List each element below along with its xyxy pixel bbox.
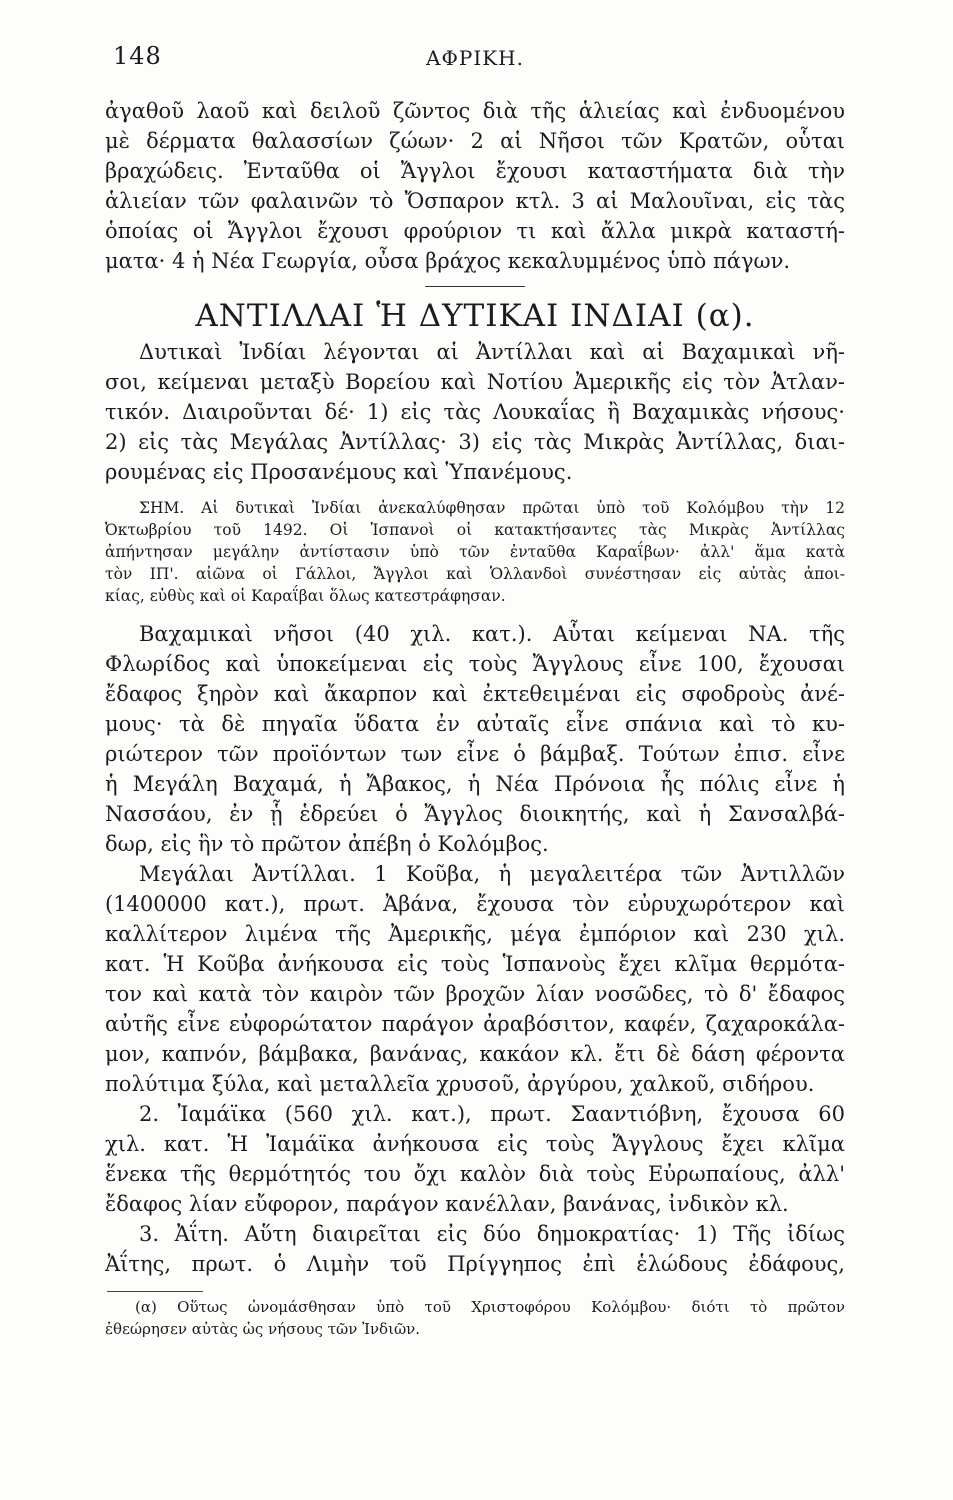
text-line: πολύτιμα ξύλα, καὶ μεταλλεῖα χρυσοῦ, ἀργύρου, χαλκοῦ, σιδήρου. [105,1072,815,1096]
text-line: Νασσάου, ἐν ᾗ ἑδρεύει ὁ Ἄγγλος διοικητής, καὶ ἡ Σανσαλβά- [105,802,845,826]
text-line: ἔδαφος ξηρὸν καὶ ἄκαρπον καὶ ἐκτεθειμέναι εἰς σφοδροὺς ἀνέ- [105,682,845,706]
note-line: ΣΗΜ. Αἱ δυτικαὶ Ἰνδίαι ἀνεκαλύφθησαν πρῶται ὑπὸ τοῦ Κολόμβου τὴν 12 [139,499,845,517]
text-line: ἁλιείαν τῶν φαλαινῶν τὸ Ὄσπαρον κτλ. 3 αἱ Μαλουῖναι, εἰς τὰς [105,189,845,213]
text-line: ματα· 4 ἡ Νέα Γεωργία, οὖσα βράχος κεκαλυμμένος ὑπὸ πάγων. [105,249,791,273]
definition-paragraph [105,337,845,487]
text-line: τικόν. Διαιροῦνται δέ· 1) εἰς τὰς Λουκαΐας ἢ Βαχαμικὰς νήσους· [105,400,845,424]
text-line: 2. Ἰαμάϊκα (560 χιλ. κατ.), πρωτ. Σααντιόβνη, ἔχουσα 60 [139,1102,845,1126]
text-line: μον, καπνόν, βάμβακα, βανάνας, κακάον κλ. ἔτι δὲ δάση φέροντα [105,1042,845,1066]
jamaica-paragraph [105,1099,845,1219]
text-line: ἀγαθοῦ λαοῦ καὶ δειλοῦ ζῶντος διὰ τῆς ἁλιείας καὶ ἐνδυομένου [105,99,845,123]
text-line: 3. Ἀΐτη. Αὕτη διαιρεῖται εἰς δύο δημοκρατίας· 1) Τῆς ἰδίως [139,1222,845,1246]
text-line: χιλ. κατ. Ἡ Ἰαμάϊκα ἀνήκουσα εἰς τοὺς Ἄγγλους ἔχει κλῖμα [105,1132,845,1156]
intro-paragraph [105,96,845,276]
text-line: βραχώδεις. Ἐνταῦθα οἱ Ἄγγλοι ἔχουσι καταστήματα διὰ τὴν [105,159,845,183]
footnote-divider [107,1291,203,1292]
section-divider [425,286,525,287]
text-line: ριώτερον τῶν προϊόντων των εἶνε ὁ βάμβαξ. Τούτων ἐπισ. εἶνε [105,742,845,766]
text-line: σοι, κείμεναι μεταξὺ Βορείου καὶ Νοτίου Ἀμερικῆς εἰς τὸν Ἀτλαν- [105,370,845,394]
bahamas-paragraph [105,619,845,859]
page-number: 148 [113,42,162,70]
text-line: ἡ Μεγάλη Βαχαμά, ἡ Ἄβακος, ἡ Νέα Πρόνοια ἧς πόλις εἶνε ἡ [105,772,845,796]
text-line: κατ. Ἡ Κοῦβα ἀνήκουσα εἰς τοὺς Ἱσπανοὺς ἔχει κλῖμα θερμότα- [105,952,845,976]
text-line: δωρ, εἰς ἣν τὸ πρῶτον ἀπέβη ὁ Κολόμβος. [105,832,549,856]
section-title: ΑΝΤΙΛΛΑΙ Ἡ ΔΥΤΙΚΑΙ ΙΝΔΙΑΙ (α). [195,298,755,334]
text-line: ὁποίας οἱ Ἄγγλοι ἔχουσι φρούριον τι καὶ ἄλλα μικρὰ καταστή- [105,219,845,243]
footnote-line: ἐθεώρησεν αὐτὰς ὡς νήσους τῶν Ἰνδιῶν. [105,1320,421,1338]
note-line: Ὀκτωβρίου τοῦ 1492. Οἱ Ἱσπανοὶ οἱ κατακτήσαντες τὰς Μικρὰς Ἀντίλλας [105,521,845,539]
body-text [105,96,845,1340]
text-line: μὲ δέρματα θαλασσίων ζώων· 2 αἱ Νῆσοι τῶν Κρατῶν, οὗται [105,129,845,153]
running-head: ΑΦΡΙΚΗ. [426,46,524,70]
text-line: ἕνεκα τῆς θερμότητός του ὄχι καλὸν διὰ τοὺς Εὐρωπαίους, ἀλλ' [105,1162,845,1186]
note-line: κίας, εὐθὺς καὶ οἱ Καραΐβαι ὅλως κατεστράφησαν. [105,587,506,605]
text-line: αὐτῆς εἶνε εὐφορώτατον παράγον ἀραβόσιτον, καφέν, ζαχαροκάλα- [105,1012,845,1036]
note-line: τὸν ΙΠ'. αἰῶνα οἱ Γάλλοι, Ἄγγλοι καὶ Ὁλλανδοὶ συνέστησαν εἰς αὐτὰς ἀποι- [105,565,845,583]
text-line: καλλίτερον λιμένα τῆς Ἀμερικῆς, μέγα ἐμπόριον καὶ 230 χιλ. [105,922,845,946]
haiti-paragraph [105,1219,845,1279]
text-line: τον καὶ κατὰ τὸν καιρὸν τῶν βροχῶν λίαν νοσῶδες, τὸ δ' ἔδαφος [105,982,845,1006]
text-line: Βαχαμικαὶ νῆσοι (40 χιλ. κατ.). Αὗται κείμεναι ΝΑ. τῆς [139,622,845,646]
footnote-line: (α) Οὕτως ὠνομάσθησαν ὑπὸ τοῦ Χριστοφόρου Κολόμβου· διότι τὸ πρῶτον [135,1298,845,1316]
page-header [105,42,845,78]
text-line: μους· τὰ δὲ πηγαῖα ὕδατα ἐν αὐταῖς εἶνε σπάνια καὶ τὸ κυ- [105,712,845,736]
historical-note [105,497,845,607]
text-line: ρουμένας εἰς Προσανέμους καὶ Ὑπανέμους. [105,460,573,484]
footnote [105,1296,845,1340]
text-line: Μεγάλαι Ἀντίλλαι. 1 Κοῦβα, ἡ μεγαλειτέρα τῶν Ἀντιλλῶν [139,862,845,886]
greater-antilles-paragraph [105,859,845,1099]
note-line: ἀπήντησαν μεγάλην ἀντίστασιν ὑπὸ τῶν ἐνταῦθα Καραΐβων· ἀλλ' ἅμα κατὰ [105,543,845,561]
text-line: Δυτικαὶ Ἰνδίαι λέγονται αἱ Ἀντίλλαι καὶ αἱ Βαχαμικαὶ νῆ- [139,340,845,364]
text-line: 2) εἰς τὰς Μεγάλας Ἀντίλλας· 3) εἰς τὰς Μικρὰς Ἀντίλλας, διαι- [105,430,845,454]
text-line: ἔδαφος λίαν εὔφορον, παράγον κανέλλαν, βανάνας, ἰνδικὸν κλ. [105,1192,789,1216]
text-line: Φλωρίδος καὶ ὑποκείμεναι εἰς τοὺς Ἄγγλους εἶνε 100, ἔχουσαι [105,652,845,676]
text-line: (1400000 κατ.), πρωτ. Ἀβάνα, ἔχουσα τὸν εὐρυχωρότερον καὶ [105,892,845,916]
text-line: Ἀΐτης, πρωτ. ὁ Λιμὴν τοῦ Πρίγγηπος ἐπὶ ἑλώδους ἐδάφους, [105,1252,845,1276]
